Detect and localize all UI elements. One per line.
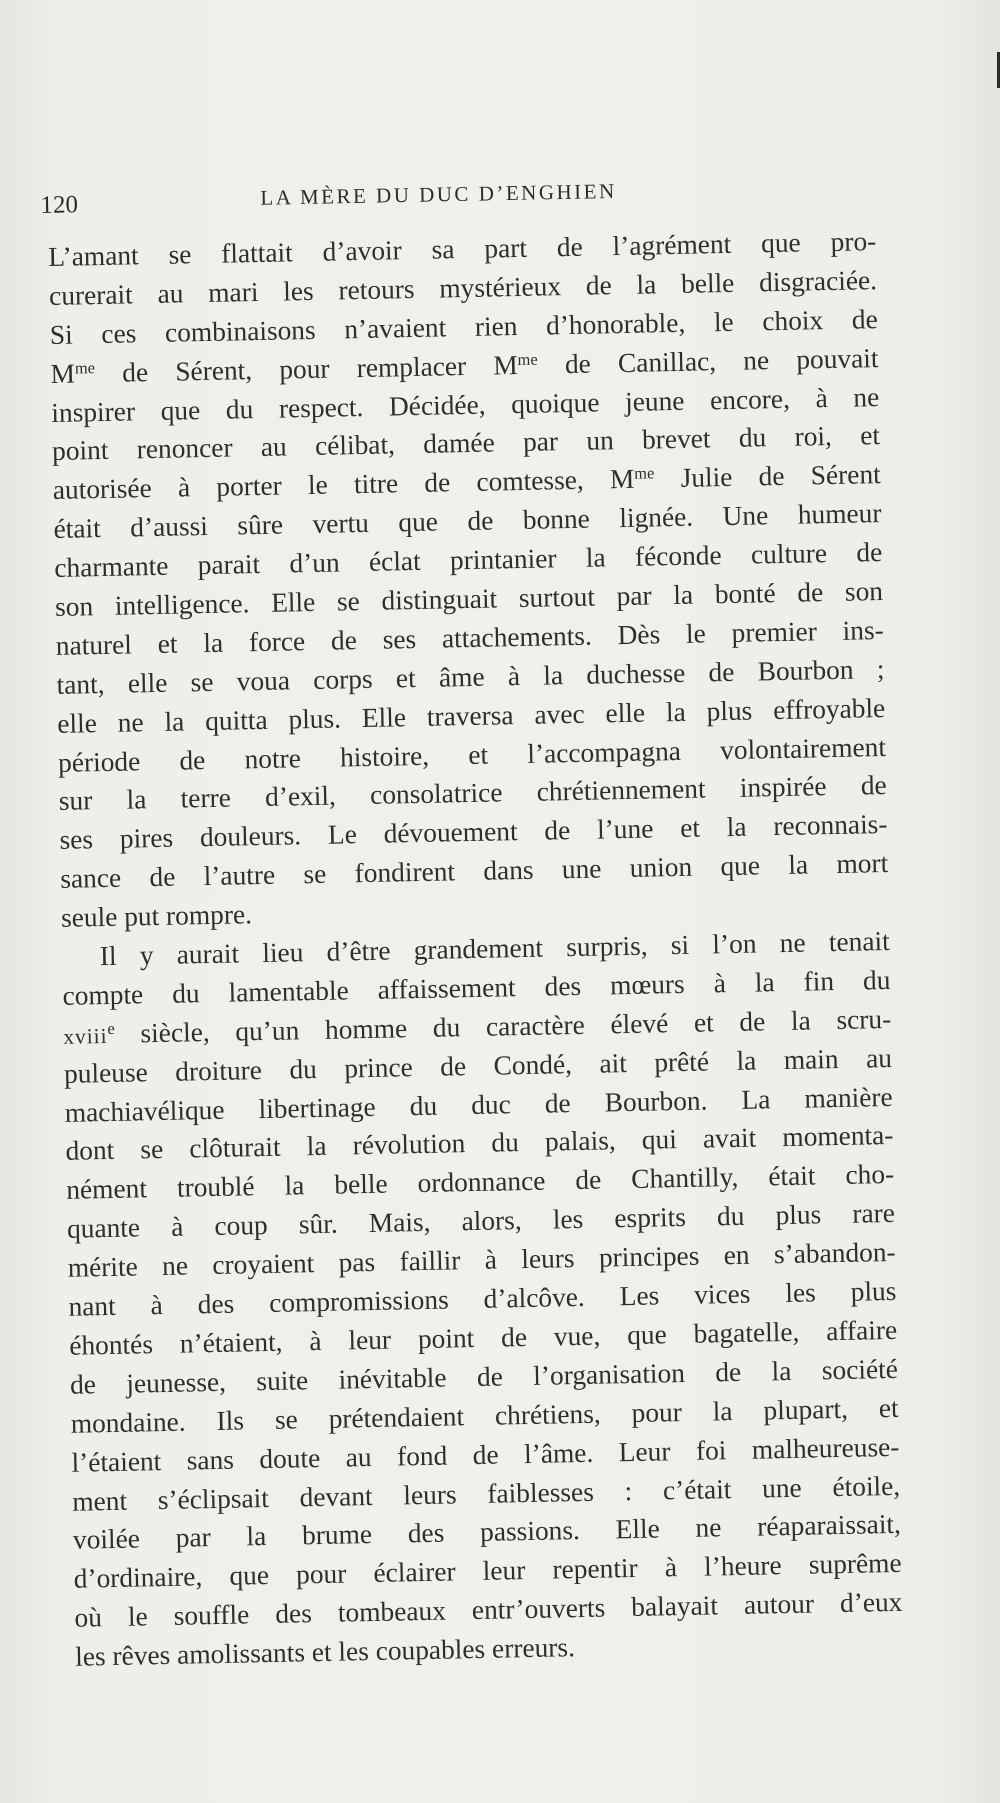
text-sup: me [634,463,655,484]
text-run: mondaine. Ils se prétendaient chrétiens, pour la plupart, et [70,1392,899,1439]
text-run: charmante parait d’un éclat printanier la féconde culture de [54,537,883,584]
text-run: de jeunesse, suite inévitable de l’organisation de la société [69,1353,899,1400]
text-run: ses pires douleurs. Le dévouement de l’une et la reconnais- [59,809,888,856]
text-run: machiavélique libertinage du duc de Bourbon. La manière [64,1081,893,1128]
text-run: nant à des compromissions d’alcôve. Les vices les plus [68,1275,897,1322]
text-run: siècle, qu’un homme du caractère élevé et de la scru- [114,1003,892,1049]
text-run: seule put rompre. [60,899,253,934]
text-run: les rêves amolissants et les coupables erreurs. [74,1632,576,1672]
running-head: LA MÈRE DU DUC D’ENGHIEN [260,178,617,210]
page-header [40,164,881,220]
page-number: 120 [40,191,79,219]
text-run: mérite ne croyaient pas faillir à leurs principes en s’abandon- [67,1237,896,1283]
text-sup: me [74,357,96,378]
text-run: Julie de Sérent [654,459,881,494]
text-run: sance de l’autre se fondirent dans une union que la mort [60,848,889,895]
text-run: où le souffle des tombeaux entr’ouverts balayait autour d’eux [74,1587,903,1633]
text-run: L’amant se flattait d’avoir sa part de l’agrément que pro- [48,226,877,272]
text-run: autorisée à porter le titre de comtesse, M [52,464,635,506]
text-sup: me [517,349,538,369]
text-run: point renoncer au célibat, damée par un brevet du roi, et [51,420,881,467]
text-run: période de notre histoire, et l’accompagna volontairement [57,731,887,778]
text-run: de Canillac, ne pouvait [537,342,879,380]
text-run: l’étaient sans doute au fond de l’âme. Leur foi malheureuse- [71,1431,900,1478]
text-run: son intelligence. Elle se distinguait surtout par la bonté de son [54,576,884,622]
text-sup: e [107,1018,115,1038]
text-smallcaps: xviii [63,1023,108,1049]
text-run: elle ne la quitta plus. Elle traversa avec elle la plus effroyable [57,692,886,739]
text-run: sur la terre d’exil, consolatrice chrétiennement inspirée de [58,770,887,817]
text-run: naturel et la force de ses attachements. Dès le premier ins- [55,614,884,661]
text-run: éhontés n’étaient, à leur point de vue, que bagatelle, affaire [68,1314,898,1361]
text-run: voilée par la brume des passions. Elle ne réaparaissait, [72,1509,902,1556]
text-run: puleuse droiture du prince de Condé, ait prêté la main au [63,1042,893,1089]
text-run: curerait au mari les retours mystérieux de la belle disgraciée. [48,264,878,311]
text-run: ment s’éclipsait devant leurs faiblesses : c’était une étoile, [71,1470,901,1517]
text-run: Si ces combinaisons n’avaient rien d’honorable, le choix de [49,303,878,350]
text-run: Il y aurait lieu d’être grandement surpris, si l’on ne tenait [99,926,890,972]
text-run: tant, elle se voua corps et âme à la duchesse de Bourbon ; [56,653,885,700]
text-run: compte du lamentable affaissement des mœurs à la fin du [62,964,891,1011]
text-run: était d’aussi sûre vertu que de bonne lignée. Une humeur [53,498,882,545]
text-run: nément troublé la belle ordonnance de Chantilly, était cho- [65,1159,895,1206]
text-run: d’ordinaire, que pour éclairer leur repentir à l’heure suprême [73,1548,902,1595]
body-text [48,222,903,1677]
text-run: inspirer que du respect. Décidée, quoique jeune encore, à ne [51,381,880,428]
text-run: de Sérent, pour remplacer M [94,349,518,388]
text-run: quante à coup sûr. Mais, alors, les esprits du plus rare [66,1198,896,1245]
text-run: M [50,358,76,389]
text-run: dont se clôturait la révolution du palais, qui avait momenta- [65,1120,894,1167]
